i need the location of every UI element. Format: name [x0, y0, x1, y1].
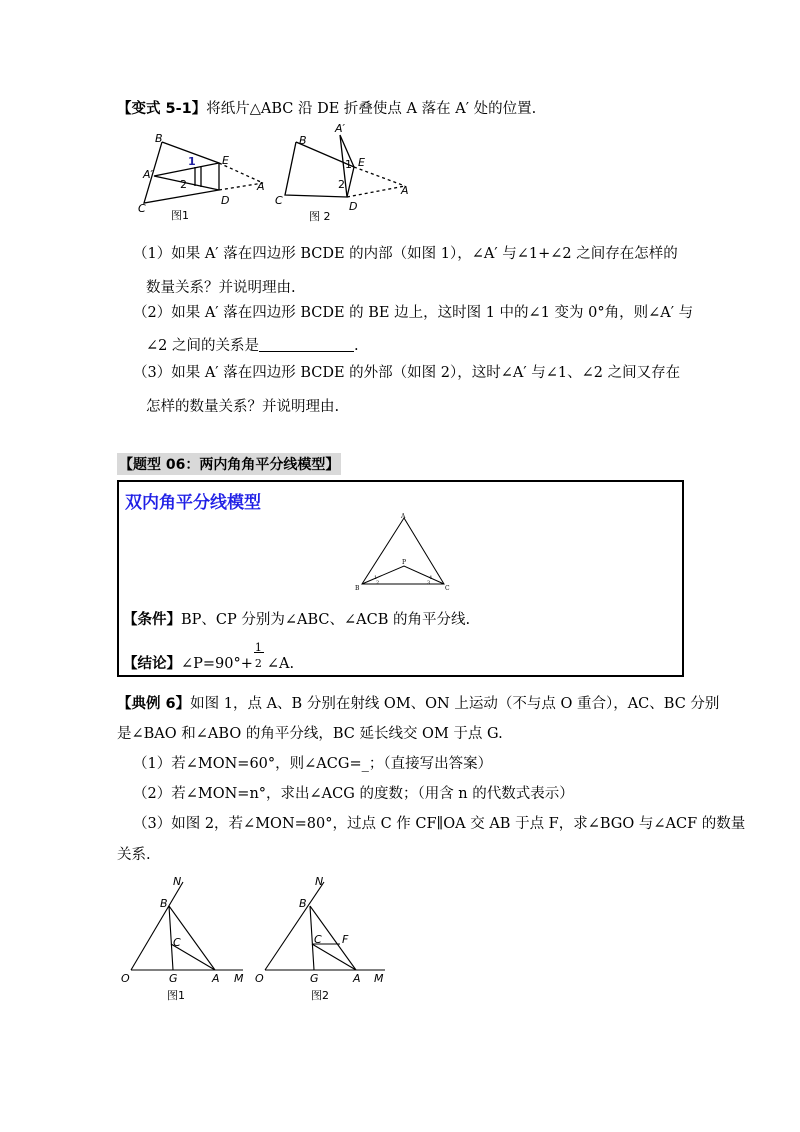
- ex-fig1-label-G: G: [169, 972, 178, 985]
- ex-fig1-label-B: B: [160, 897, 168, 910]
- fig1-label-C: C: [138, 202, 146, 215]
- fig2-label-B: B: [299, 134, 307, 147]
- fig2-segment-AC: [312, 944, 356, 970]
- variant-q2-answer-blank[interactable]: [259, 337, 354, 352]
- fig2-dashed-da: [347, 186, 405, 197]
- variant-q2-line2: [146, 336, 359, 356]
- variant-tag: 【变式 5-1】: [117, 101, 207, 117]
- ex-fig1-label-M: M: [234, 972, 244, 985]
- model-angle-1: 1: [374, 575, 378, 581]
- variant-q1-line1: （1）如果 A′ 落在四边形 BCDE 的内部（如图 1），∠A′ 与∠1+∠2 之间存在怎样的: [133, 246, 678, 262]
- ex-fig1-label-N: N: [173, 875, 182, 888]
- model-title: 双内角平分线模型: [125, 493, 261, 513]
- conclusion-prefix: ∠P=90°+: [181, 656, 253, 672]
- model-angle-4: 4: [429, 575, 433, 581]
- model-box: [117, 480, 684, 677]
- fig2-label-angle1: 1: [345, 158, 352, 171]
- example-q1: （1）若∠MON=60°，则∠ACG=_；（直接写出答案）: [133, 756, 493, 772]
- section-header: 【题型 06：两内角角平分线模型】: [117, 453, 341, 475]
- fig1-label-angle1: 1: [188, 155, 196, 168]
- variant-q3-line2: 怎样的数量关系？并说明理由.: [146, 399, 340, 415]
- example-tag: 【典例 6】: [117, 696, 191, 712]
- example-line1-text: 如图 1，点 A、B 分别在射线 OM、ON 上运动（不与点 O 重合），AC、BC 分别: [190, 696, 720, 712]
- model-label-C: C: [445, 585, 450, 592]
- example-line2: 是∠BAO 和∠ABO 的角平分线，BC 延长线交 OM 于点 G.: [117, 726, 503, 742]
- example-q2: （2）若∠MON=n°，求出∠ACG 的度数；（用含 n 的代数式表示）: [133, 786, 574, 802]
- fig1-ray-ON: [131, 882, 183, 970]
- fig1-label-B: B: [155, 132, 163, 145]
- ex-fig2-label-N: N: [315, 875, 324, 888]
- fig2-ray-ON: [265, 882, 324, 970]
- fig1-label-angle2: 2: [180, 178, 187, 191]
- ex-fig2-label-A: A: [353, 972, 361, 985]
- ex-fig2-label-O: O: [255, 972, 264, 985]
- fig2-label-D: D: [349, 200, 358, 213]
- fig1-label-A: A: [257, 180, 265, 193]
- model-label-P: P: [402, 559, 407, 566]
- fig2-label-Aprime: A′: [335, 122, 346, 135]
- example-fig2-drawing: [265, 882, 385, 970]
- variant-intro-line: [117, 99, 536, 119]
- fig2-label-C: C: [275, 194, 283, 207]
- fig2-dashed-ea: [354, 167, 405, 186]
- fig1-caption: 图1: [171, 209, 189, 222]
- ex-fig2-label-G: G: [310, 972, 319, 985]
- frac-numerator: 1: [254, 641, 262, 654]
- bisector-triangle-figure: [354, 512, 450, 594]
- fig1-label-D: D: [221, 194, 230, 207]
- variant-q2-line1: （2）如果 A′ 落在四边形 BCDE 的 BE 边上，这时图 1 中的∠1 变为 0°角，则∠A′ 与: [133, 305, 694, 321]
- variant-q2-suffix: .: [353, 338, 359, 354]
- model-conclusion: [123, 641, 295, 674]
- variant-q2-prefix: ∠2 之间的关系是: [146, 338, 259, 354]
- half-fraction: [253, 641, 267, 674]
- condition-text: BP、CP 分别为∠ABC、∠ACB 的角平分线.: [181, 612, 471, 628]
- example-line1: [117, 694, 719, 714]
- fig1-quadrilateral: [144, 142, 219, 203]
- model-label-A: A: [401, 513, 406, 520]
- example-fig1-drawing: [131, 882, 243, 970]
- fig2-label-angle2: 2: [338, 178, 345, 191]
- example-figures-svg: [115, 872, 405, 1032]
- model-label-B: B: [355, 585, 360, 592]
- fig2-label-A: A: [401, 184, 409, 197]
- ex-fig1-label-A: A: [212, 972, 220, 985]
- model-angle-3: 3: [427, 580, 431, 586]
- conclusion-suffix: ∠A.: [266, 656, 295, 672]
- ex-fig1-label-C: C: [173, 936, 181, 949]
- variant-intro: 将纸片△ABC 沿 DE 折叠使点 A 落在 A′ 处的位置.: [206, 101, 537, 117]
- ex-fig2-caption: 图2: [311, 989, 329, 1002]
- fig1-label-Aprime: A′: [143, 168, 154, 181]
- fig2-caption: 图 2: [309, 210, 331, 223]
- figure1-drawing: [144, 142, 263, 203]
- ex-fig1-label-O: O: [121, 972, 130, 985]
- example-q3-line1: （3）如图 2，若∠MON=80°，过点 C 作 CF∥OA 交 AB 于点 F，求∠BGO 与∠ACF 的数量: [133, 816, 746, 832]
- fig2-label-E: E: [358, 156, 365, 169]
- example-figures: [115, 872, 405, 1032]
- variant-q3-line1: （3）如果 A′ 落在四边形 BCDE 的外部（如图 2），这时∠A′ 与∠1、∠2 之间又存在: [133, 365, 681, 381]
- model-angle-2: 2: [376, 580, 380, 586]
- model-condition: [123, 610, 470, 630]
- ex-fig2-label-C: C: [314, 933, 322, 946]
- conclusion-tag: 【结论】: [123, 656, 181, 672]
- ex-fig2-label-F: F: [342, 933, 349, 946]
- example-q3-line2: 关系.: [117, 847, 151, 863]
- ex-fig1-caption: 图1: [167, 989, 185, 1002]
- condition-tag: 【条件】: [123, 612, 181, 628]
- ex-fig2-label-B: B: [299, 897, 307, 910]
- frac-bar: [254, 652, 264, 653]
- ex-fig2-label-M: M: [374, 972, 384, 985]
- frac-denominator: 2: [254, 657, 262, 670]
- variant-q1-line2: 数量关系？并说明理由.: [146, 280, 296, 296]
- fig1-label-E: E: [222, 154, 229, 167]
